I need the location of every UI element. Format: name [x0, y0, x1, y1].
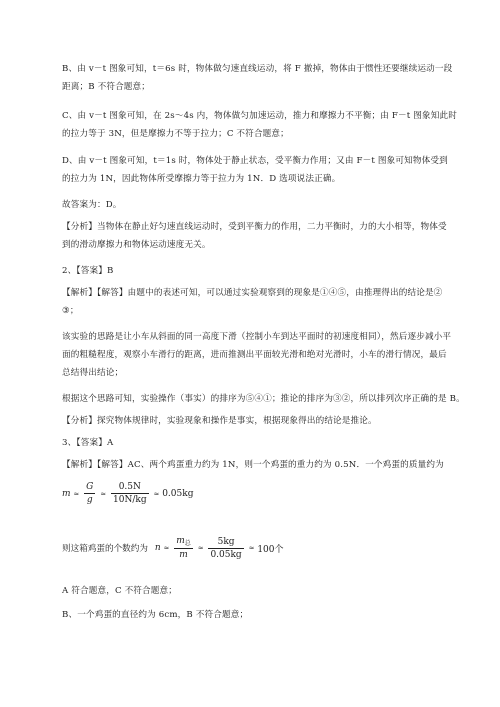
text-line: 故答案为：D。	[62, 200, 122, 210]
text-line: B、一个鸡蛋的直径约为 6cm，B 不符合题意；	[62, 610, 249, 620]
formula-symbol: m	[62, 488, 71, 499]
text-line: 距离；B 不符合题意；	[62, 82, 151, 92]
question-3-answer	[62, 434, 442, 452]
solution-3	[62, 456, 442, 474]
text-line: 该实验的思路是让小车从斜面的同一高度下滑（控制小车到达平面时的初速度相同），然后逐步减小平	[62, 332, 452, 342]
fraction	[208, 537, 243, 560]
text-line: 根据这个思路可知，实验操作（事实）的排序为⑤④①；推论的排序为③②，所以排列次序正确的是 B。	[62, 394, 465, 404]
denominator: 10N/kg	[113, 495, 147, 505]
denominator: m	[179, 550, 188, 560]
question-2-answer	[62, 262, 442, 280]
paragraph-option-c	[62, 107, 457, 143]
text-line: 【分析】当物体在静止好匀速直线运动时，受到平衡力的作用，二力平衡时，力的大小相等，物体受	[62, 222, 447, 232]
conclusion-a	[62, 582, 442, 600]
formula-symbol: n	[154, 543, 161, 553]
formula-egg-count	[62, 536, 284, 576]
formula-prefix-text: 则这箱鸡蛋的个数约为	[62, 544, 148, 554]
approx-sign: ≈	[248, 544, 255, 552]
numerator	[174, 536, 193, 549]
paragraph-option-d	[62, 152, 448, 188]
approx-sign: ≈	[100, 489, 107, 498]
text-line: B、由 v－t 图象可知，t＝6s 时，物体做匀速直线运动，将 F 撤掉，物体由于惯性还要继续运动一段	[62, 64, 453, 74]
formula-result: 100个	[257, 544, 284, 555]
text-line: 的拉力等于 3N，但是摩擦力不等于拉力；C 不符合题意；	[62, 129, 289, 139]
text-line: 的拉力为 1N，因此物体所受摩擦力等于拉力为 1N．D 选项说法正确。	[62, 174, 341, 184]
text-line: 【分析】探究物体规律时，实验现象和操作是事实，根据现象得出的结论是推论。	[62, 416, 377, 426]
text-line: 【解析】【解答】AC、两个鸡蛋重力约为 1N，则一个鸡蛋的重力约为 0.5N．一个鸡蛋的质量约为	[62, 460, 444, 470]
fraction	[111, 482, 149, 505]
approx-sign: ≈	[197, 544, 204, 552]
text-line: 【解析】【解答】由题中的表述可知，可以通过实验观察到的现象是①④⑤，由推理得出的结论是②	[62, 288, 443, 298]
text-line: ③；	[62, 306, 79, 316]
numerator-symbol: m	[176, 536, 185, 546]
ordering-conclusion	[62, 390, 465, 408]
approx-sign: ≈	[73, 489, 80, 498]
approx-sign: ≈	[163, 544, 170, 552]
numerator: 0.5N	[111, 482, 149, 494]
experiment-explanation	[62, 328, 452, 382]
text-line: 面的粗糙程度，观察小车滑行的距离，进而推测出平面较光滑和绝对光滑时，小车的滑行情况，最后	[62, 350, 447, 360]
analysis-1	[62, 218, 447, 254]
subscript: 总	[184, 540, 191, 547]
fraction	[174, 536, 193, 560]
text-line: A 符合题意，C 不符合题意；	[62, 586, 178, 596]
fraction	[84, 482, 95, 505]
text-line: 总结得出结论；	[62, 368, 124, 378]
text-line: D、由 v－t 图象可知，t＝1s 时，物体处于静止状态，受平衡力作用；又由 F－t 图象可知物体受到	[62, 156, 448, 166]
formula-result: 0.05kg	[162, 488, 194, 499]
option-b-egg	[62, 606, 442, 624]
approx-sign: ≈	[153, 489, 160, 498]
paragraph-option-b	[62, 60, 453, 96]
denominator: g	[86, 495, 93, 505]
numerator: G	[86, 482, 94, 492]
answer-line-1	[62, 196, 442, 214]
text-line: 到的滑动摩擦力和物体运动速度无关。	[62, 240, 211, 250]
text-line: C、由 v－t 图象可知，在 2s～4s 内，物体做匀加速运动，推力和摩擦力不平衡；由 F－t 图象知此时	[62, 111, 457, 121]
text-line: 2、【答案】B	[62, 266, 114, 276]
formula-egg-mass	[62, 482, 193, 522]
numerator: 5kg	[208, 537, 243, 549]
denominator: 0.05kg	[210, 549, 242, 560]
analysis-2	[62, 412, 442, 430]
solution-2	[62, 284, 442, 320]
text-line: 3、【答案】A	[62, 438, 114, 448]
